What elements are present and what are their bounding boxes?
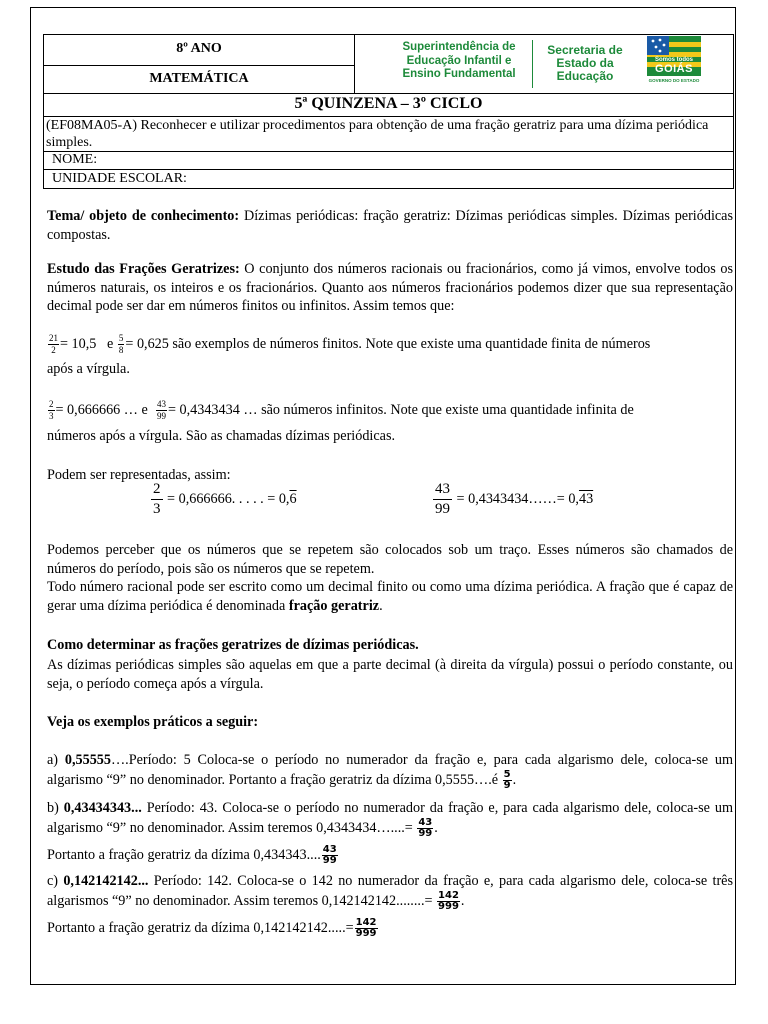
estudo-paragraph: [47, 260, 733, 316]
estudo-label: Estudo das Frações Geratrizes:: [47, 261, 240, 277]
grade-label: 8º ANO: [176, 41, 222, 56]
example-c-text: Período: 142. Coloca-se o 142 no numerador da fração e, para cada algarismo dele, coloca-se três algarismos “9” no denominador. Assim teremos 0,142142142........=: [47, 873, 734, 909]
fraction-denominator: 99: [435, 501, 450, 517]
goias-big-text: GOIÁS: [655, 63, 693, 75]
fraction-2-3-big: [151, 480, 163, 519]
para-geratriz-post: .: [379, 597, 383, 614]
logo-divider: [532, 40, 533, 88]
finite-line2: após a vírgula.: [47, 361, 130, 377]
example-a-bold: 0,55555: [64, 752, 111, 768]
finite-examples: [47, 333, 733, 356]
fraction-5-8: [118, 333, 125, 356]
goias-sub-text: GOVERNO DO ESTADO: [648, 78, 700, 83]
fraction-numerator: 5: [503, 768, 511, 780]
para-geratriz-pre: Todo número racional pode ser escrito como um decimal finito ou como uma dízima periódica. A fração que é capaz de gerar uma dízima periódica é denominada: [47, 579, 733, 614]
goias-logo: [646, 35, 702, 89]
fraction-denominator: 3: [153, 501, 161, 517]
name-label: NOME:: [52, 152, 98, 167]
example-c-end: .: [460, 892, 465, 909]
estudo-text: O conjunto dos números racionais ou fracionários, como já vimos, envolve todos os números naturais, os inteiros e os fracionários. Quanto aos números fracionários podemos dizer que sua representação decimal pode ser dar em números finitos ou infinitos. Assim temos que:: [47, 261, 733, 315]
fraction-numerator: 43: [156, 399, 166, 409]
fraction-numerator: 43: [322, 844, 337, 855]
repr-a-period: 6: [289, 490, 297, 507]
logo-secretaria-line2: Estado da: [556, 56, 614, 70]
infinite-val-2: = 0,4343434 … são números infinitos. Note que existe uma quantidade infinita de: [167, 401, 634, 418]
fraction-denominator: 99: [418, 827, 433, 839]
example-c-portanto: [47, 918, 733, 939]
repr-a: [150, 480, 297, 519]
example-a-label: a): [47, 752, 65, 768]
infinite-examples: [47, 399, 733, 422]
example-b-port-text: Portanto a fração geratriz da dízima 0,434343....: [47, 846, 321, 863]
skill-text: (EF08MA05-A) Reconhecer e utilizar procedimentos para obtenção de uma fração geratriz para uma dízima periódica simples.: [46, 118, 709, 150]
como-text: As dízimas periódicas simples são aquelas em que a parte decimal (à direita da vírgula) possui o período constante, ou seja, o período começa após a vírgula.: [47, 657, 733, 692]
logo-secretaria-line1: Secretaria de: [547, 43, 623, 57]
fraction-5-9: [503, 770, 512, 791]
fraction-numerator: 43: [418, 816, 433, 828]
finite-e: e: [107, 335, 114, 352]
period-label: 5ª QUINZENA – 3º CICLO: [294, 95, 483, 112]
example-b-end: .: [434, 819, 438, 836]
infinite-line2: números após a vírgula. São as chamadas dízimas periódicas.: [47, 428, 396, 444]
fraction-denominator: 3: [49, 411, 54, 421]
fraction-numerator: 142: [438, 889, 459, 901]
repr-b: [432, 480, 593, 519]
example-c-label: c): [47, 873, 64, 889]
goias-small-text: Somos todos: [654, 57, 693, 63]
fraction-numerator: 21: [49, 333, 58, 343]
school-label: UNIDADE ESCOLAR:: [52, 171, 187, 186]
example-c-bold: 0,142142142...: [63, 873, 149, 889]
fraction-denominator: 2: [51, 345, 56, 355]
fraction-43-99: [156, 399, 167, 422]
logo-superintendencia-line1: Superintendência de: [402, 41, 516, 53]
example-b: [47, 799, 733, 839]
example-b-label: b): [47, 800, 64, 816]
logo-superintendencia-line3: Ensino Fundamental: [402, 68, 516, 80]
fraction-denominator: 99: [156, 411, 166, 421]
subject-label: MATEMÁTICA: [149, 71, 249, 86]
fraction-142-999: [437, 891, 460, 912]
fraction-43-99-b2: [322, 845, 338, 866]
example-b-portanto: [47, 845, 733, 866]
repr-intro: Podem ser representadas, assim:: [47, 467, 231, 483]
fraction-43-99-b: [417, 818, 433, 839]
fraction-2-3: [48, 399, 55, 422]
example-c-port-text: Portanto a fração geratriz da dízima 0,142142142.....=: [47, 919, 354, 936]
para-geratriz-bold: fração geratriz: [288, 597, 380, 614]
fraction-denominator: 999: [438, 900, 459, 912]
finite-val-1: = 10,5: [60, 335, 97, 352]
fraction-numerator: 43: [433, 480, 452, 500]
como-title: Como determinar as frações geratrizes de dízimas periódicas.: [47, 637, 419, 653]
repr-b-period: 43: [578, 490, 594, 507]
tema-text: Dízimas periódicas: fração geratriz: Dízimas periódicas simples. Dízimas periódicas compostas.: [47, 208, 733, 243]
tema-paragraph: [47, 207, 733, 244]
fraction-numerator: 142: [355, 917, 377, 928]
logo-superintendencia-line2: Educação Infantil e: [406, 54, 512, 67]
fraction-numerator: 2: [49, 399, 54, 409]
infinite-val-1: = 0,666666 … e: [55, 401, 148, 418]
fraction-numerator: 5: [118, 333, 124, 343]
repr-b-text: = 0,4343434……= 0,: [456, 490, 579, 507]
fraction-denominator: 8: [118, 345, 124, 355]
para-periodo: Podemos perceber que os números que se repetem são colocados sob um traço. Esses números são chamados de números do período, pois são os números que se repetem.: [47, 542, 733, 577]
example-a-text: ….Período: 5 Coloca-se o período no numerador da fração e, para cada algarismo dele, coloca-se um algarismo “9” no denominador. Portanto a fração geratriz da dízima 0,5555….é: [47, 752, 733, 788]
para-geratriz: [47, 578, 733, 615]
fraction-21-2: [48, 333, 59, 356]
example-b-bold: 0,43434343...: [63, 800, 142, 816]
fraction-denominator: 9: [503, 779, 511, 791]
fraction-numerator: 2: [151, 480, 163, 500]
veja-heading: Veja os exemplos práticos a seguir:: [47, 714, 259, 730]
fraction-denominator: 999: [355, 928, 377, 939]
logo-secretaria: [540, 44, 630, 83]
name-cell: [43, 151, 734, 170]
repr-a-text: = 0,666666. . . . . = 0,: [167, 490, 290, 507]
finite-val-2: = 0,625 são exemplos de números finitos. Note que existe uma quantidade finita de números: [125, 335, 651, 352]
logo-superintendencia: [394, 41, 524, 82]
tema-label: Tema/ objeto de conhecimento:: [47, 208, 240, 224]
example-b-text: Período: 43. Coloca-se o período no numerador da fração e, para cada algarismo dele, coloca-se um algarismo “9” no denominador. Assim teremos 0,4343434…....=: [47, 800, 733, 836]
example-a: [47, 751, 733, 791]
example-c: [47, 872, 733, 912]
fraction-43-99-big: [433, 480, 452, 519]
example-a-end: .: [512, 771, 517, 788]
logo-secretaria-line3: Educação: [556, 69, 614, 83]
fraction-142-999-b: [355, 918, 378, 939]
fraction-denominator: 99: [322, 855, 337, 866]
